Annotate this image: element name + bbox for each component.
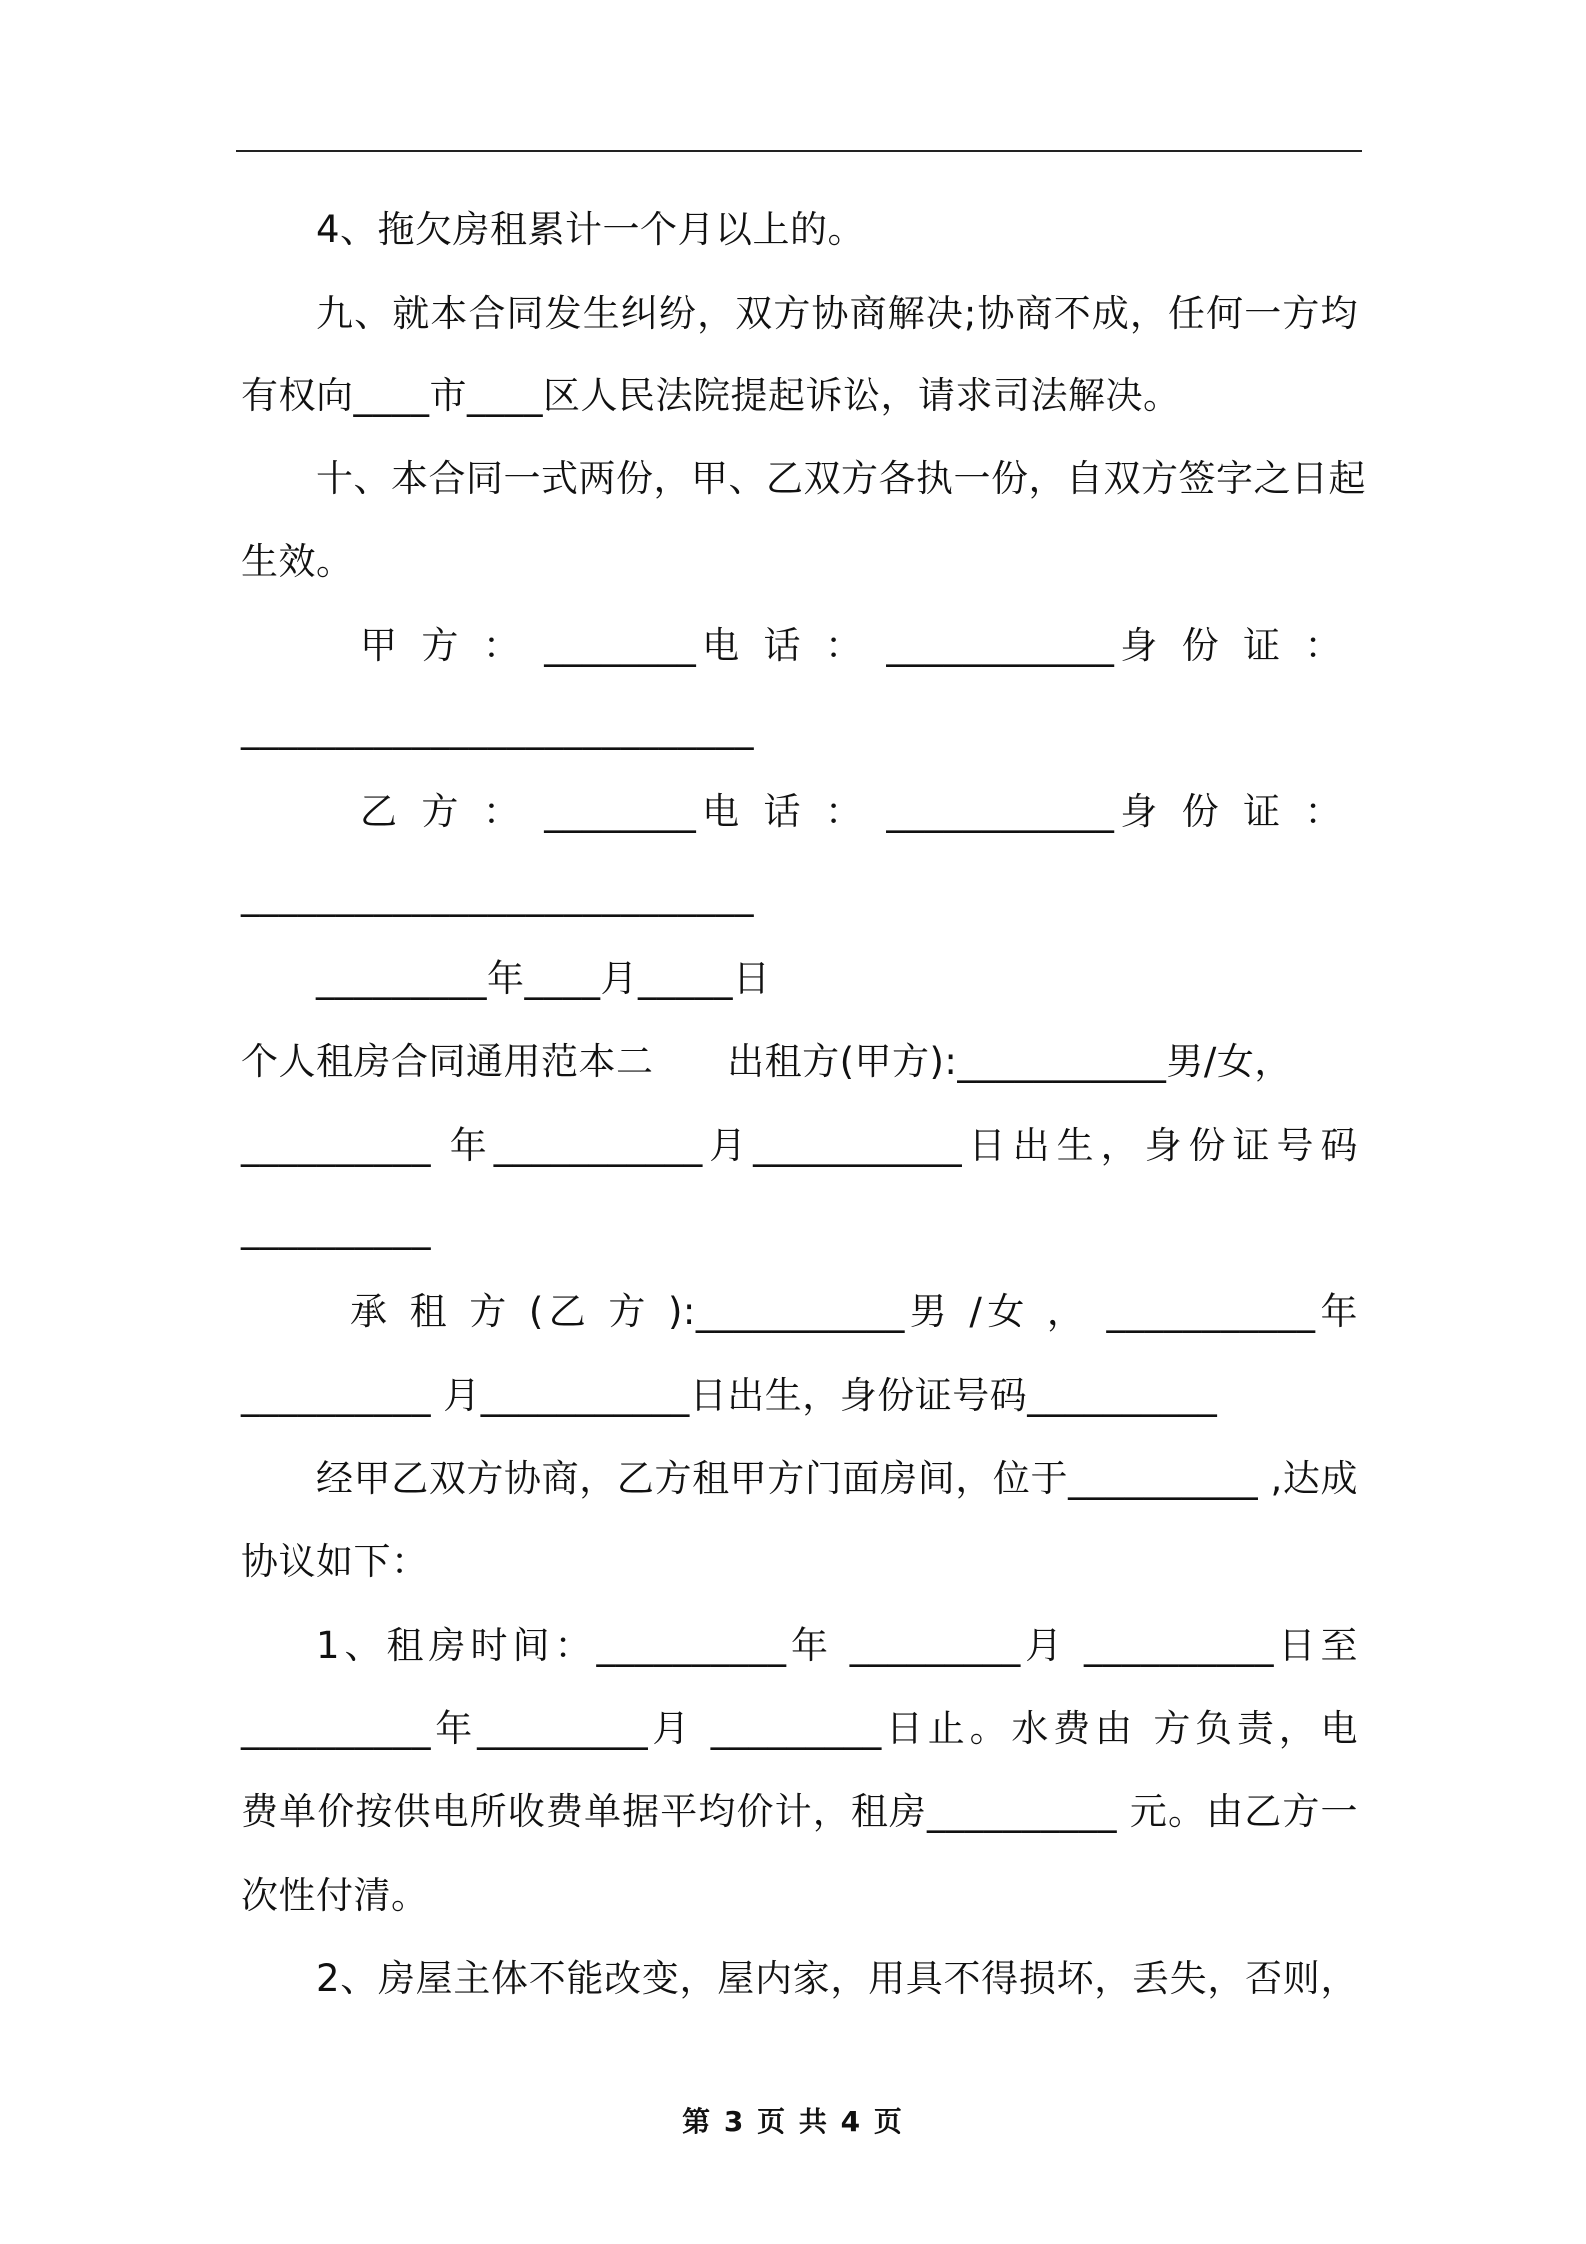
blank-line: ___________________________ xyxy=(241,707,754,750)
text-line: 生效。 xyxy=(241,540,354,583)
text-line: 有权向____市____区人民法院提起诉讼，请求司法解决。 xyxy=(241,374,1181,417)
text-line: __________ 月___________日出生，身份证号码__________ xyxy=(241,1374,1218,1417)
text-line: 4、拖欠房租累计一个月以上的。 xyxy=(316,208,866,251)
text-line: 承 租 方 (乙 方 ):___________男 /女 ， ___________年 xyxy=(350,1290,1358,1333)
text-line: 十、本合同一式两份，甲、乙双方各执一份，自双方签字之日起 xyxy=(316,457,1366,500)
text-line: 次性付清。 xyxy=(241,1874,429,1917)
page-footer: 第 3 页 共 4 页 xyxy=(682,2105,904,2138)
header-rule xyxy=(236,150,1362,152)
signature-line-party-b: 乙 方 ： ________电 话 ： ____________身 份 证 ： xyxy=(360,790,1342,833)
text-line: 九、就本合同发生纠纷，双方协商解决;协商不成，任何一方均 xyxy=(316,292,1358,335)
text-line: 费单价按供电所收费单据平均价计，租房__________ 元。由乙方一 xyxy=(241,1790,1358,1833)
signature-line-party-a: 甲 方 ： ________电 话 ： ____________身 份 证 ： xyxy=(360,624,1342,667)
blank-line: ___________________________ xyxy=(241,874,754,917)
blank-line: __________ xyxy=(241,1207,431,1250)
text-line: 协议如下： xyxy=(241,1540,429,1583)
text-line: 经甲乙双方协商，乙方租甲方门面房间，位于__________ ,达成 xyxy=(316,1457,1358,1500)
text-line: 1、租房时间：__________年 _________月 __________日至 xyxy=(316,1624,1358,1667)
text-line: __________ 年___________月___________日出生，身份证号码 xyxy=(241,1124,1358,1167)
text-line: 2、房屋主体不能改变，屋内家，用具不得损坏，丢失，否则， xyxy=(316,1957,1358,2000)
date-line: _________年____月_____日 xyxy=(316,957,771,1000)
text-line: 个人租房合同通用范本二 出租方(甲方):___________男/女， xyxy=(241,1040,1292,1083)
text-line: __________年_________月 _________日止。水费由 方负责，电 xyxy=(241,1707,1358,1750)
